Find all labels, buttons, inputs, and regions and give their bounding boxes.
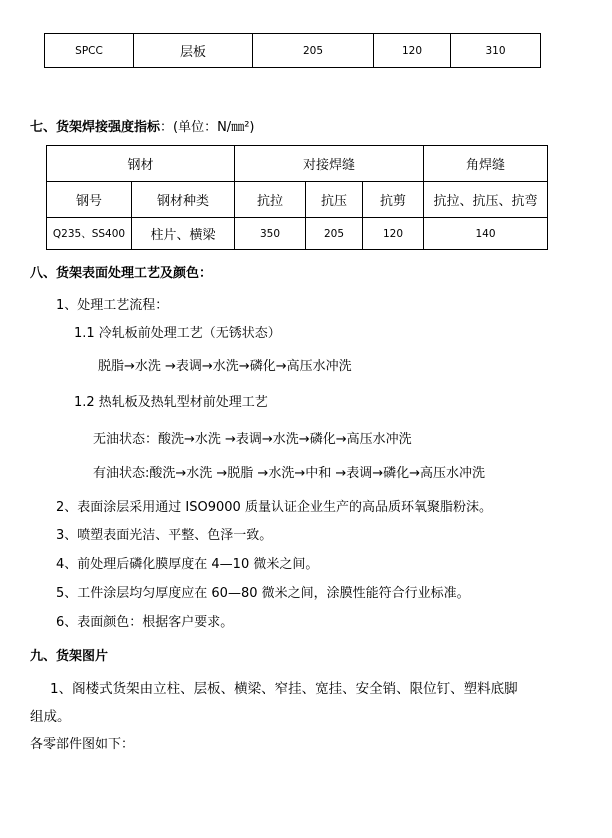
header-fillet-weld: 角焊缝	[424, 146, 548, 182]
weld-strength-table	[46, 145, 548, 250]
paragraph-continuation: 组成。	[30, 709, 71, 725]
table-cell: 350	[235, 218, 306, 250]
list-item: 4、前处理后磷化膜厚度在 4—10 微米之间。	[56, 557, 319, 572]
material-table	[44, 33, 541, 68]
header-cell: 抗拉、抗压、抗弯	[424, 182, 548, 218]
process-flow-title: 1、处理工艺流程：	[56, 298, 169, 313]
list-item: 5、工件涂层均匀厚度应在 60—80 微米之间，涂膜性能符合行业标准。	[56, 586, 470, 601]
header-cell: 抗剪	[363, 182, 424, 218]
header-cell: 抗压	[306, 182, 363, 218]
paragraph: 1、阁楼式货架由立柱、层板、横梁、窄挂、宽挂、安全销、限位钉、塑料底脚	[50, 681, 518, 697]
table-row	[47, 218, 548, 250]
header-steel: 钢材	[47, 146, 235, 182]
table-header-row	[47, 146, 548, 182]
table-header-row	[47, 182, 548, 218]
parts-intro: 各零部件图如下：	[30, 737, 135, 752]
table-cell: 310	[451, 34, 541, 68]
with-oil-flow: 有油状态:酸洗→水洗 →脱脂 →水洗→中和 →表调→磷化→高压水冲洗	[93, 466, 486, 481]
no-oil-flow: 无油状态：酸洗→水洗 →表调→水洗→磷化→高压水冲洗	[93, 432, 412, 447]
table-row	[45, 34, 541, 68]
table-cell: 120	[374, 34, 451, 68]
cold-rolled-title: 1.1 冷轧板前处理工艺（无锈状态）	[74, 326, 281, 341]
table-cell: 柱片、横梁	[132, 218, 235, 250]
table-cell: 205	[253, 34, 374, 68]
table-cell: SPCC	[45, 34, 134, 68]
section-7-heading	[30, 116, 254, 135]
list-item: 3、喷塑表面光洁、平整、色泽一致。	[56, 528, 273, 543]
table-cell: 120	[363, 218, 424, 250]
hot-rolled-title: 1.2 热轧板及热轧型材前处理工艺	[74, 395, 268, 410]
section-8-heading: 八、货架表面处理工艺及颜色：	[30, 266, 213, 281]
table-cell: 层板	[134, 34, 253, 68]
header-cell: 抗拉	[235, 182, 306, 218]
table-cell: Q235、SS400	[47, 218, 132, 250]
section-9-heading: 九、货架图片	[30, 649, 109, 664]
section-7-title: 七、货架焊接强度指标	[30, 120, 161, 135]
list-item: 2、表面涂层采用通过 ISO9000 质量认证企业生产的高品质环氧聚脂粉沫。	[56, 500, 492, 515]
list-item: 6、表面颜色：根据客户要求。	[56, 615, 234, 630]
header-butt-weld: 对接焊缝	[235, 146, 424, 182]
header-cell: 钢材种类	[132, 182, 235, 218]
header-cell: 钢号	[47, 182, 132, 218]
table-cell: 205	[306, 218, 363, 250]
cold-rolled-flow: 脱脂→水洗 →表调→水洗→磷化→高压水冲洗	[98, 359, 352, 374]
table-cell: 140	[424, 218, 548, 250]
section-7-unit: ：(单位：N/㎜²)	[160, 120, 255, 135]
